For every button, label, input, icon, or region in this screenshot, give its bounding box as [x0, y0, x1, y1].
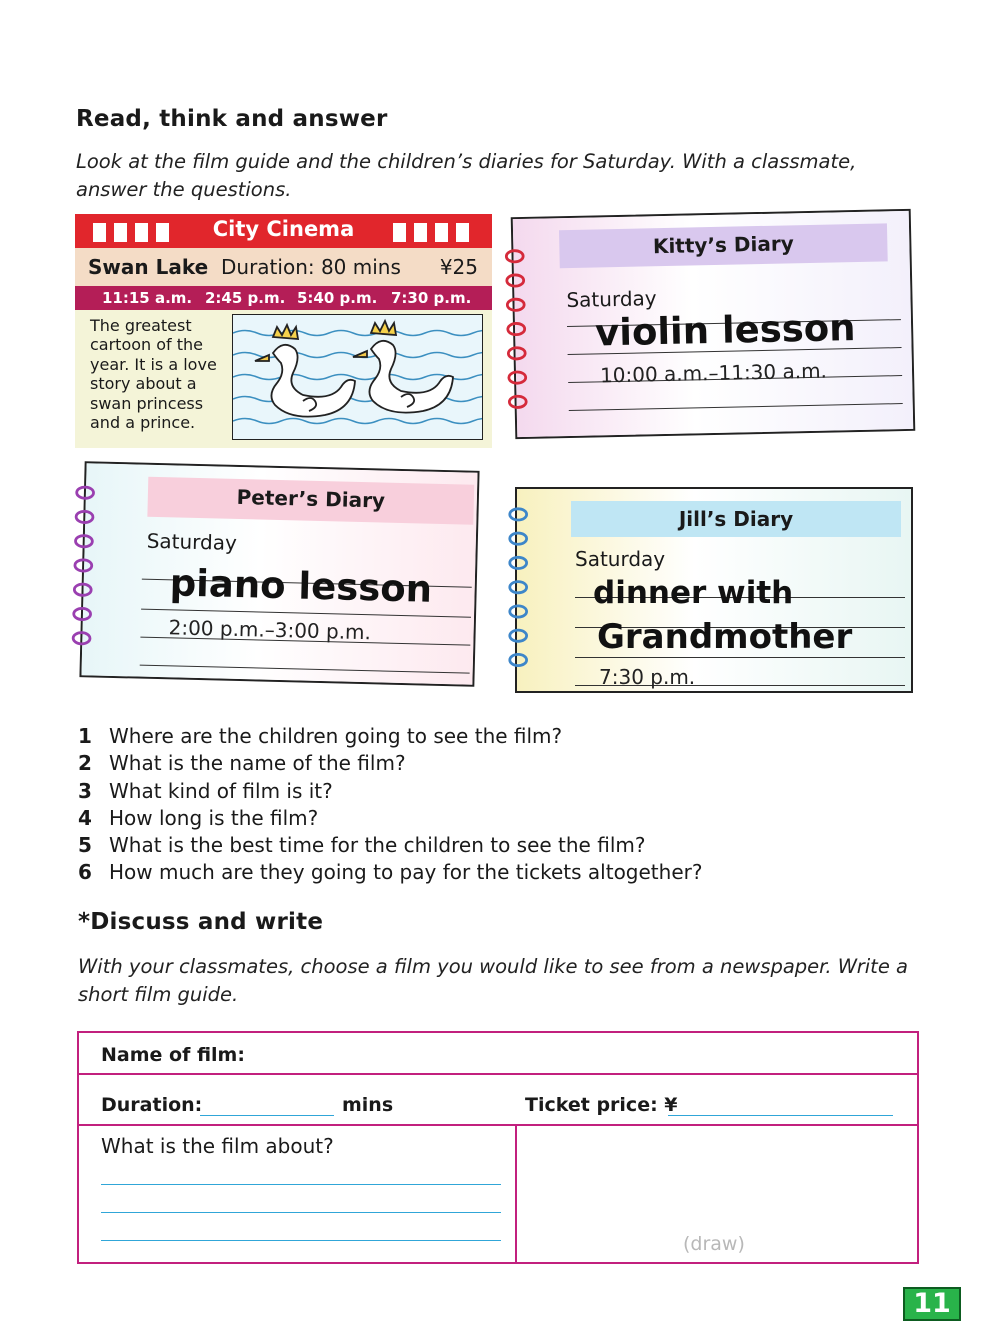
question-number: 2	[78, 751, 92, 776]
question-item	[78, 750, 702, 777]
section-heading-read: Read, think and answer	[76, 106, 388, 132]
diary-entry-line1: dinner with	[593, 575, 794, 611]
diary-day: Saturday	[575, 547, 666, 571]
diary-page	[511, 209, 916, 439]
swan-illustration	[232, 314, 483, 440]
ticket-price-label: Ticket price: ¥	[525, 1094, 678, 1116]
showtime: 2:45 p.m.	[205, 289, 286, 307]
question-number: 3	[78, 778, 92, 803]
film-guide	[75, 214, 492, 448]
showtime: 7:30 p.m.	[391, 289, 472, 307]
page-number: 11	[903, 1287, 961, 1321]
instruction-discuss: With your classmates, choose a film you would like to see from a newspaper. Write a short film guide.	[78, 955, 908, 1006]
diary-time: 2:00 p.m.–3:00 p.m.	[168, 615, 372, 645]
instruction-read: Look at the film guide and the children’s diaries for Saturday. With a classmate, answer the questions.	[76, 150, 857, 201]
diary-entry-line2: Grandmother	[597, 617, 853, 657]
question-item	[78, 832, 702, 859]
spiral-binding	[507, 487, 535, 693]
duration-blank[interactable]	[200, 1115, 334, 1116]
diary-time: 10:00 a.m.–11:30 a.m.	[599, 358, 828, 388]
diary-day: Saturday	[566, 286, 657, 313]
showtime: 11:15 a.m.	[102, 289, 193, 307]
diary-page	[79, 461, 479, 687]
duration-label: Duration:	[101, 1094, 203, 1116]
question-item	[78, 723, 702, 750]
question-number: 5	[78, 833, 92, 858]
diary-title: Jill’s Diary	[571, 501, 901, 537]
ticket-price-blank[interactable]	[668, 1115, 893, 1116]
diary-time: 7:30 p.m.	[599, 665, 696, 689]
question-number: 1	[78, 724, 92, 748]
about-blank-line[interactable]	[101, 1212, 501, 1213]
mins-label: mins	[342, 1094, 394, 1116]
spiral-binding	[69, 461, 102, 678]
question-number: 6	[78, 860, 92, 885]
question-text: What is the name of the film?	[109, 751, 406, 776]
about-blank-line[interactable]	[101, 1240, 501, 1241]
showtimes-row	[75, 286, 492, 310]
diary-entry: piano lesson	[169, 561, 433, 611]
diary-title: Peter’s Diary	[147, 477, 474, 525]
question-text: Where are the children going to see the film?	[109, 724, 563, 748]
question-number: 4	[78, 805, 92, 830]
showtime: 5:40 p.m.	[297, 289, 378, 307]
film-info-row	[75, 248, 492, 286]
diary-entry: violin lesson	[594, 306, 856, 355]
spiral-binding	[503, 217, 536, 440]
about-blank-line[interactable]	[101, 1184, 501, 1185]
film-about-label: What is the film about?	[101, 1134, 334, 1158]
question-text: What kind of film is it?	[109, 778, 333, 803]
section-heading-discuss: *Discuss and write	[78, 909, 324, 935]
diary-page	[515, 487, 913, 693]
film-duration: Duration: 80 mins	[221, 255, 401, 279]
question-item	[78, 778, 702, 805]
question-item	[78, 805, 702, 832]
kitty-diary	[511, 209, 916, 439]
jill-diary	[515, 487, 913, 693]
question-list	[78, 723, 702, 887]
cinema-banner	[75, 214, 492, 248]
film-guide-form	[77, 1031, 919, 1264]
name-of-film-label: Name of film:	[101, 1044, 245, 1066]
peter-diary	[79, 461, 479, 687]
film-description: The greatest cartoon of the year. It is a love story about a swan princess and a prince.	[90, 316, 217, 433]
question-item	[78, 859, 702, 886]
question-text: What is the best time for the children to see the film?	[109, 833, 646, 858]
draw-area-label: (draw)	[683, 1233, 745, 1255]
question-text: How much are they going to pay for the tickets altogether?	[109, 860, 703, 885]
diary-title: Kitty’s Diary	[559, 223, 888, 268]
diary-day: Saturday	[146, 528, 238, 555]
form-divider	[515, 1126, 517, 1264]
form-row-duration	[79, 1075, 917, 1126]
question-text: How long is the film?	[109, 805, 319, 830]
film-title: Swan Lake	[88, 255, 209, 279]
form-row-name	[79, 1033, 917, 1075]
cinema-name: City Cinema	[212, 217, 355, 241]
film-price: ¥25	[439, 255, 478, 279]
